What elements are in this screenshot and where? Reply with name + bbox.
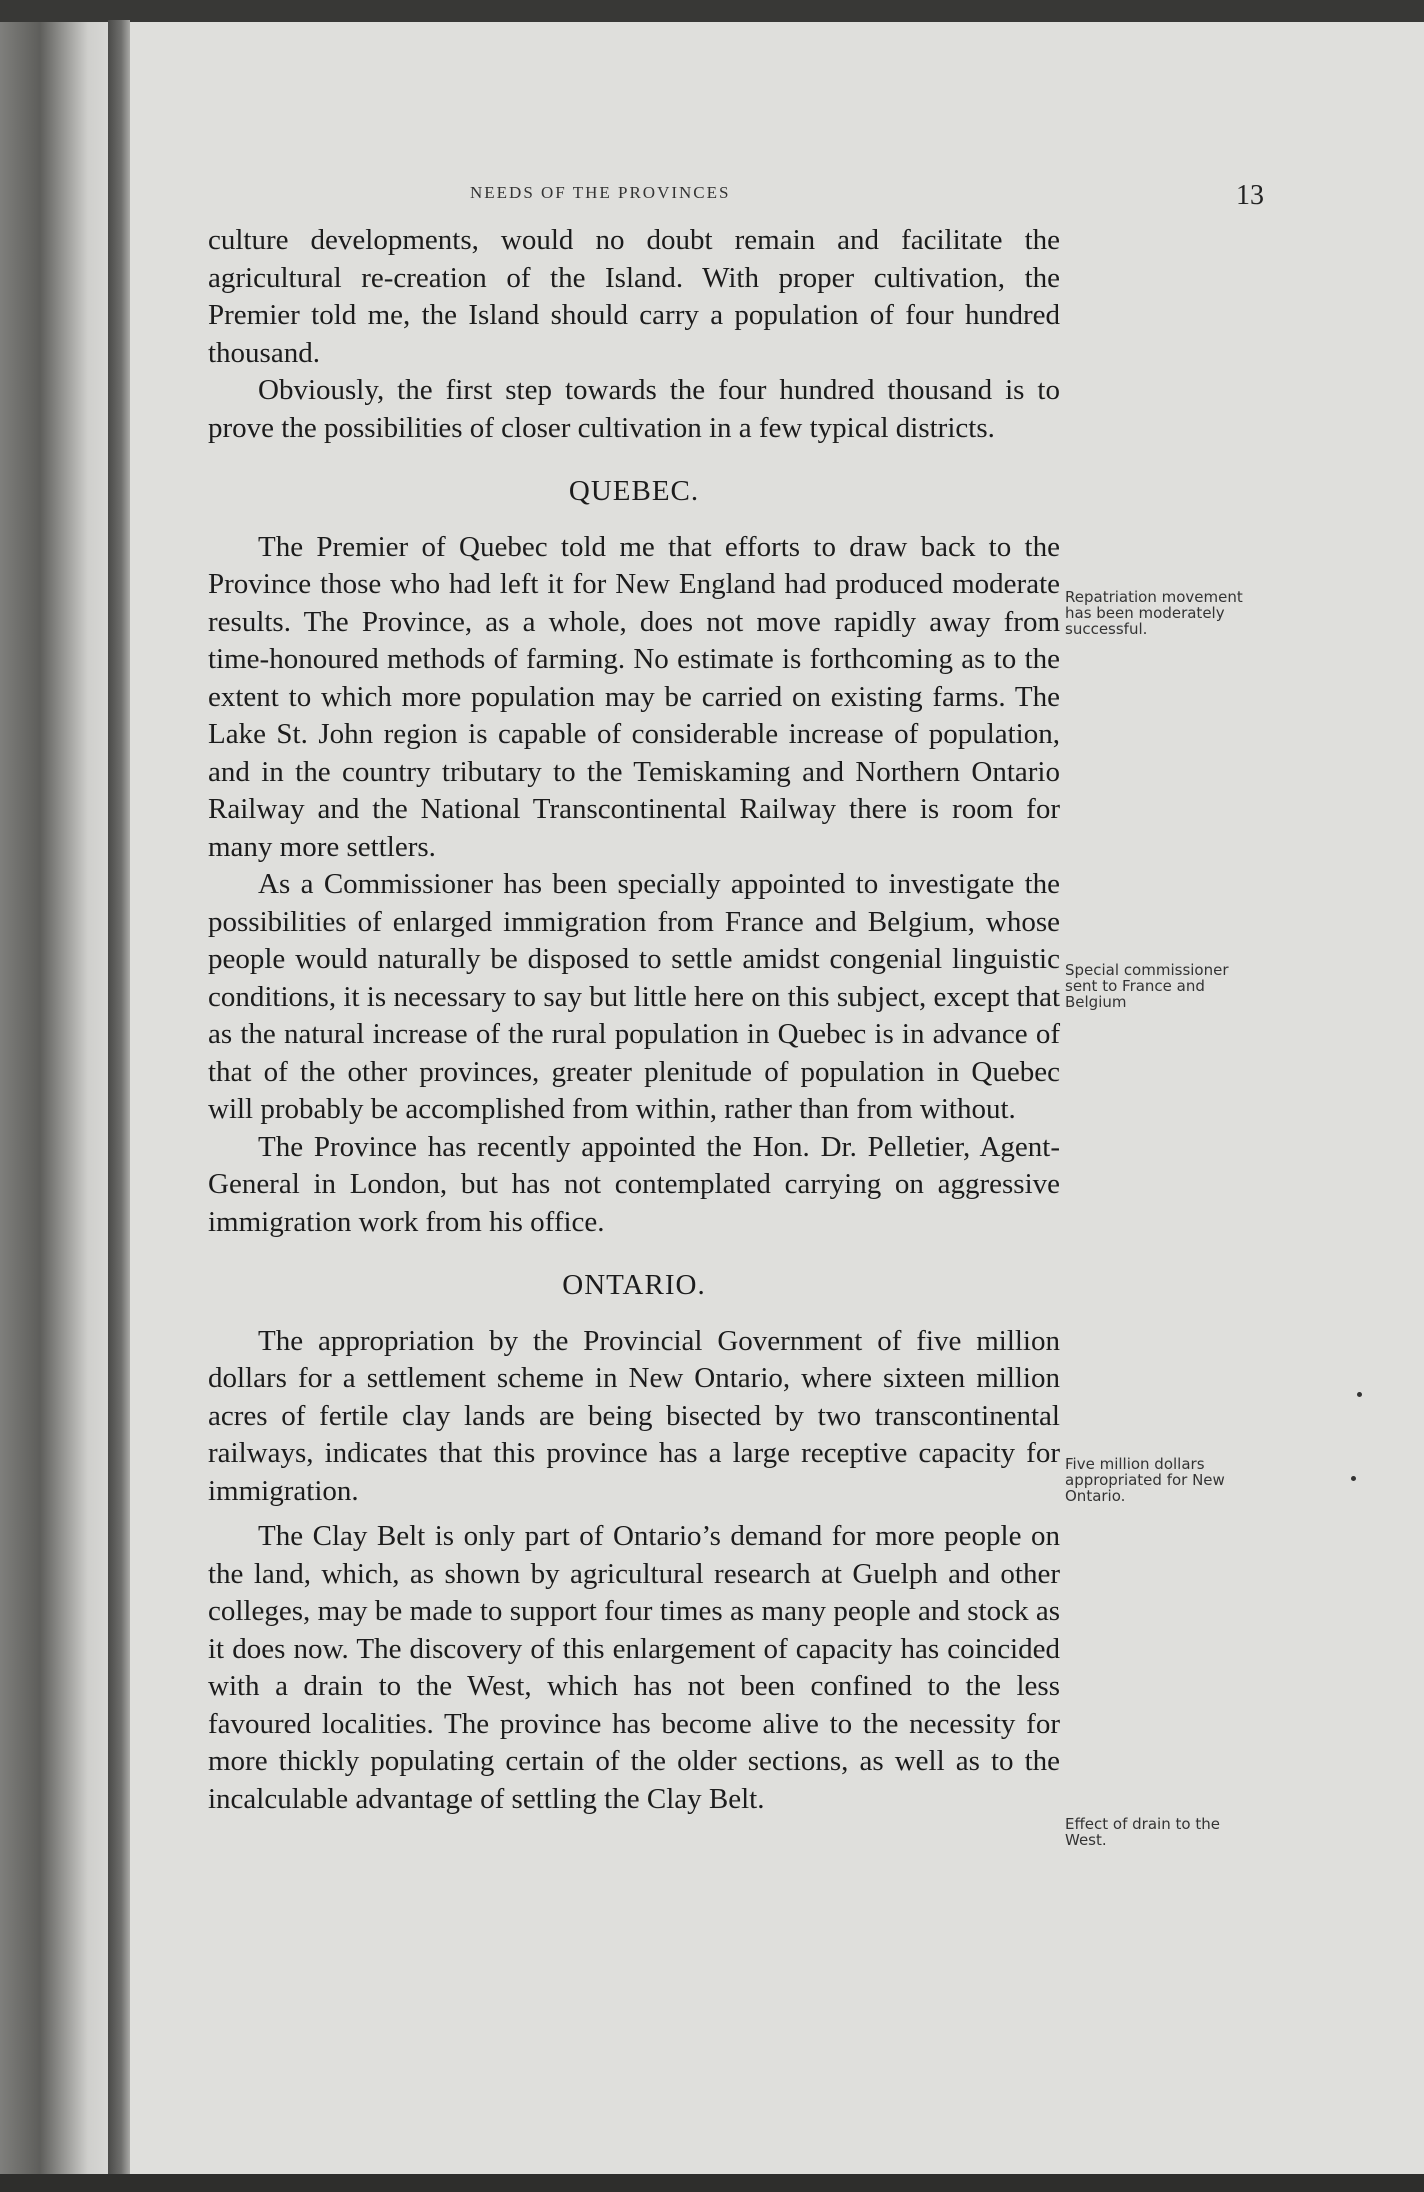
body-text [208, 222, 1060, 1818]
paragraph-agent-general: The Province has recently appointed the Hon. Dr. Pelletier, Agent-General in London, but has not contemplated carrying on aggressive immigration work from his office. [208, 1130, 1060, 1238]
margin-note-drain: Effect of drain to the West. [1065, 1815, 1220, 1849]
page-number: 13 [1236, 180, 1264, 211]
margin-note-repatriation: Repatriation movement has been moderately successful. [1065, 588, 1243, 638]
scan-speck [1357, 1392, 1362, 1397]
section-heading-quebec: QUEBEC. [568, 475, 700, 507]
paragraph-first-step: Obviously, the first step towards the four hundred thousand is to prove the possibilities of closer cultivation in a few typical districts. [208, 374, 1060, 444]
scan-speck [1351, 1476, 1356, 1481]
paragraph-quebec-premier: The Premier of Quebec told me that efforts to draw back to the Province those who had left it for New England had produced moderate results. The Province, as a whole, does not move rapidly away from time-honoured methods of farming. No estimate is forthcoming as to the extent to which more population may be carried on existing farms. The Lake St. John region is capable of considerable increase of population, and in the country tributary to the Temiskaming and Northern Ontario Railway and the National Transcontinental Railway there is room for many more settlers. [208, 530, 1060, 863]
paragraph-appropriation: The appropriation by the Provincial Government of five million dollars for a settlement scheme in New Ontario, where sixteen million acres of fertile clay lands are being bisected by two transcontinental railways, indicates that this province has a large receptive capacity for immigration. [208, 1324, 1060, 1507]
paragraph-clay-belt: The Clay Belt is only part of Ontario’s demand for more people on the land, which, as shown by agricultural research at Guelph and other colleges, may be made to support four times as many people and stock as it does now. The discovery of this enlargement of capacity has coincided with a drain to the West, which has not been confined to the less favoured localities. The province has become alive to the necessity for more thickly populating certain of the older sections, as well as to the incalculable advantage of settling the Clay Belt. [208, 1520, 1060, 1815]
scan-bottom-border [0, 2174, 1424, 2192]
scan-top-border [0, 0, 1424, 22]
book-spine-shadow [108, 20, 130, 2180]
paragraph-commissioner: As a Commissioner has been specially appointed to investigate the possibilities of enlarged immigration from France and Belgium, whose people would naturally be disposed to settle amidst congenial linguistic conditions, it is necessary to say but little here on this subject, except that as the natural increase of the rural population in Quebec is in advance of that of the other provinces, greater plenitude of population in Quebec will probably be accomplished from within, rather than from without. [208, 868, 1060, 1125]
running-head: NEEDS OF THE PROVINCES [470, 183, 731, 202]
margin-note-commissioner: Special commissioner sent to France and Belgium [1065, 961, 1229, 1011]
paragraph-continuation: culture developments, would no doubt remain and facilitate the agricultural re-creation of the Island. With proper cultivation, the Premier told me, the Island should carry a population of four hundred thousand. [208, 224, 1060, 369]
margin-note-five-million: Five million dollars appropriated for New Ontario. [1065, 1455, 1225, 1505]
section-heading-ontario: ONTARIO. [562, 1269, 706, 1301]
